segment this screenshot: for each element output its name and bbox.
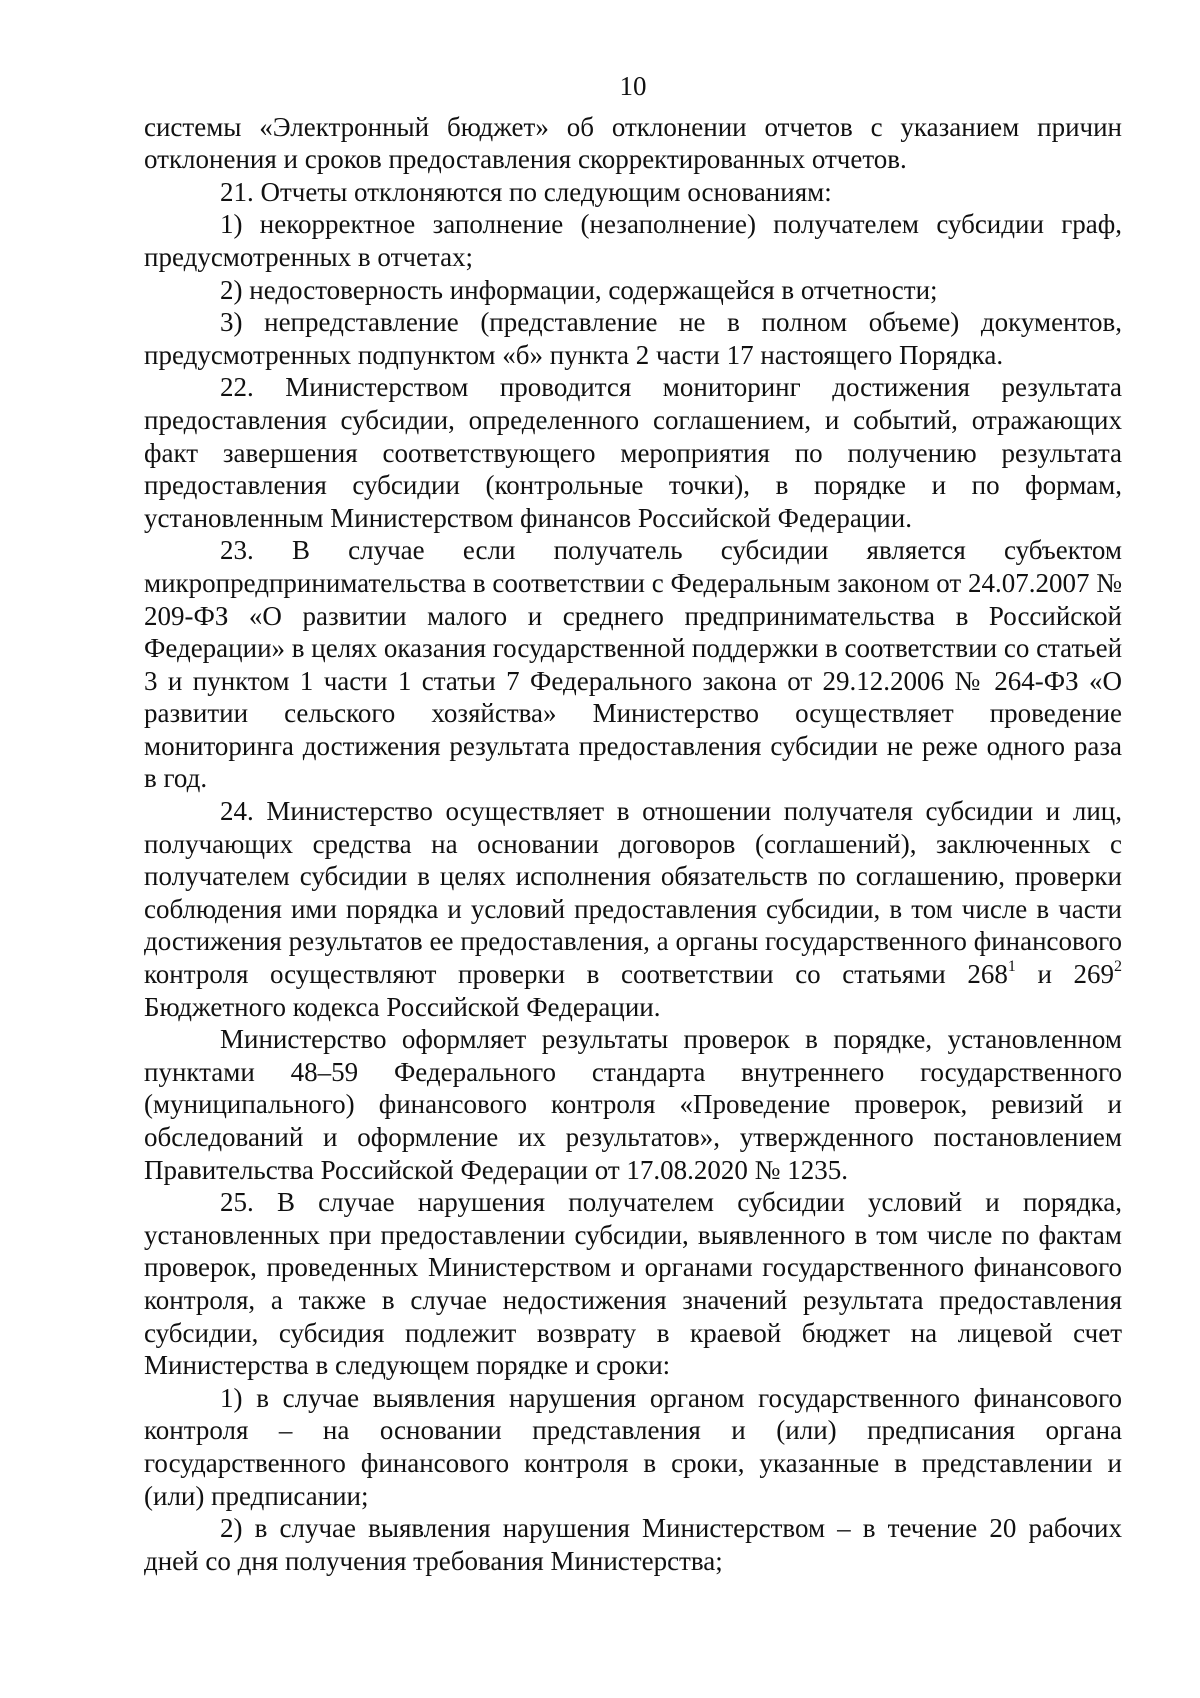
superscript-2: 2	[1114, 958, 1123, 976]
page-number: 10	[619, 71, 647, 101]
paragraph-24-text-end: Бюджетного кодекса Российской Федерации.	[144, 991, 661, 1022]
paragraph-25: 25. В случае нарушения получателем субсидии условий и порядка, установленных при предоставлении субсидии, выявленного в том числе по фактам проверок, проведенных Министерством и органами государственного финансового контроля, а также в случае недостижения значений результата предоставления субсидии, субсидия подлежит возврату в краевой бюджет на лицевой счет Министерства в следующем порядке и сроки:	[144, 1187, 1122, 1381]
paragraph-21: 21. Отчеты отклоняются по следующим основаниям:	[220, 176, 832, 207]
paragraph-24-text: 24. Министерство осуществляет в отношении получателя субсидии и лиц, получающих средства на основании договоров (соглашений), заключенных с получателем субсидии в целях исполнения обязательств по соглашению, проверки соблюдения ими порядка и условий предоставления субсидии, в том числе в части достижения результатов ее предоставления, а органы государственного финансового контроля осуществляют проверки в соответствии со статьями 268	[144, 796, 1122, 990]
paragraph-24-results: Министерство оформляет результаты проверок в порядке, установленном пунктами 48–59 Федерального стандарта внутреннего государственного (муниципального) финансового контроля «Проведение проверок, ревизий и обследований и оформление их результатов», утвержденного постановлением Правительства Российской Федерации от 17.08.2020 № 1235.	[144, 1024, 1122, 1185]
paragraph-24	[144, 795, 1122, 1023]
paragraph-21-item-2: 2) недостоверность информации, содержащейся в отчетности;	[220, 274, 938, 305]
superscript-1: 1	[1007, 958, 1016, 976]
paragraph-24-text-mid: и 269	[1015, 959, 1115, 990]
paragraph-continuation: системы «Электронный бюджет» об отклонении отчетов с указанием причин отклонения и сроков предоставления скорректированных отчетов.	[144, 111, 1122, 175]
paragraph-25-item-1: 1) в случае выявления нарушения органом государственного финансового контроля – на основании представления и (или) предписания органа государственного финансового контроля в сроки, указанные в представлении и (или) предписании;	[144, 1382, 1122, 1511]
document-page	[144, 70, 1122, 1577]
paragraph-25-item-2: 2) в случае выявления нарушения Министерством – в течение 20 рабочих дней со дня получения требования Министерства;	[144, 1513, 1122, 1576]
paragraph-22: 22. Министерством проводится мониторинг достижения результата предоставления субсидии, определенного соглашением, и событий, отражающих факт завершения соответствующего мероприятия по получению результата предоставления субсидии (контрольные точки), в порядке и по формам, установленным Министерством финансов Российской Федерации.	[144, 372, 1122, 533]
paragraph-21-item-3: 3) непредставление (представление не в полном объеме) документов, предусмотренных подпунктом «б» пункта 2 части 17 настоящего Порядка.	[144, 307, 1122, 370]
paragraph-21-item-1: 1) некорректное заполнение (незаполнение) получателем субсидии граф, предусмотренных в отчетах;	[144, 209, 1122, 272]
paragraph-23: 23. В случае если получатель субсидии является субъектом микропредпринимательства в соответствии с Федеральным законом от 24.07.2007 № 209-ФЗ «О развитии малого и среднего предпринимательства в Российской Федерации» в целях оказания государственной поддержки в соответствии со статьей 3 и пунктом 1 части 1 статьи 7 Федерального закона от 29.12.2006 № 264-ФЗ «О развитии сельского хозяйства» Министерство осуществляет проведение мониторинга достижения результата предоставления субсидии не реже одного раза в год.	[144, 535, 1123, 794]
